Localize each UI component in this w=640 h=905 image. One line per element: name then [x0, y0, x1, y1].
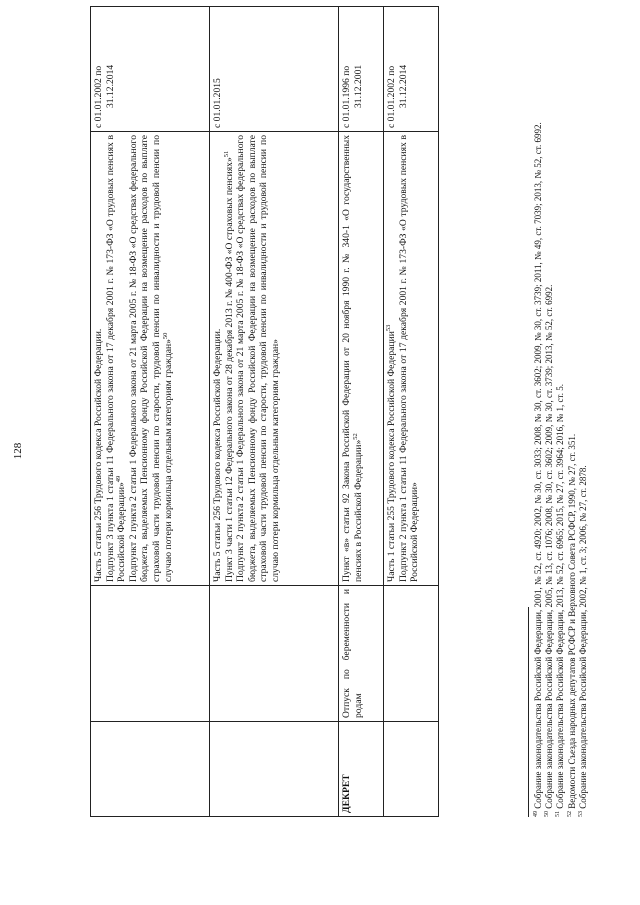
legal-basis-cell — [91, 132, 210, 586]
legal-basis-paragraph: Подпункт 2 пункта 2 статьи 1 Федерального закона от 21 марта 2005 г. № 18-ФЗ «О средствах федерального бюджета, выделяемых Пенсионному фонду Российской Федерации на возмещение расходов по выплате страховой части трудовой пенсии по старости, трудовой пенсии по инвалидности и трудовой пенсии по случаю потери кормильца отдельным категориям граждан» — [235, 135, 281, 582]
period-start: с 01.01.1996 по — [341, 65, 352, 128]
page-number: 128 — [12, 442, 24, 460]
table-row — [339, 7, 384, 817]
footnote: $^{53}$ Собрание законодательства Российской Федерации, 2002, № 1, ст. 3; 2006, № 27, ст. 2878. — [577, 465, 588, 817]
period-end: 31.12.2014 — [397, 64, 409, 108]
legal-basis-cell — [339, 132, 384, 586]
legal-basis-paragraph: Часть 5 статьи 256 Трудового кодекса Российской Федерации. — [93, 328, 104, 582]
section-cell — [210, 722, 339, 817]
table-row — [210, 7, 339, 817]
legal-basis-paragraph: Подпункт 3 пункта 1 статьи 11 Федерального закона от 17 декабря 2001 г. № 173-ФЗ «О трудовых пенсиях в Российской Федерации»$^{49}$ — [104, 135, 128, 582]
footnote: $^{52}$ Ведомости Съезда народных депутатов РСФСР и Верховного Совета РСФСР, 1990, № 27, ст. 351. — [566, 433, 577, 817]
period-start: с 01.01.2015 — [212, 78, 223, 128]
benefit-cell — [91, 586, 210, 722]
legal-basis-paragraph: Часть 5 статьи 256 Трудового кодекса Российской Федерации. — [212, 328, 223, 582]
period-start: с 01.01.2002 по — [93, 65, 104, 128]
footnote-separator — [528, 607, 529, 817]
legal-basis-cell — [210, 132, 339, 586]
legal-basis-paragraph: Подпункт 2 пункта 2 статьи 1 Федерального закона от 21 марта 2005 г. № 18-ФЗ «О средствах федерального бюджета, выделяемых Пенсионному фонду Российской Федерации на возмещение расходов по выплате страховой части трудовой пенсии по старости, трудовой пенсии по инвалидности и трудовой пенсии по случаю потери кормильца отдельным категориям граждан»$^{50}$ — [127, 135, 174, 582]
period-end: 31.12.2001 — [352, 64, 364, 108]
period-start: с 01.01.2002 по — [386, 65, 397, 128]
footnotes — [533, 7, 589, 817]
legal-basis-paragraph: Подпункт 2 пункта 1 статьи 11 Федерального закона от 17 декабря 2001 г. № 173-ФЗ «О трудовых пенсиях в Российской Федерации» — [397, 135, 421, 582]
section-cell: ДЕКРЕТ — [339, 722, 384, 817]
table-row — [91, 7, 210, 817]
legal-basis-cell — [384, 132, 439, 586]
period-cell — [339, 7, 384, 132]
period-cell — [91, 7, 210, 132]
section-cell — [91, 722, 210, 817]
period-cell — [384, 7, 439, 132]
benefit-cell — [384, 586, 439, 722]
section-cell — [384, 722, 439, 817]
legal-basis-paragraph: Пункт «в» статьи 92 Закона Российской Федерации от 20 ноября 1990 г. № 340-1 «О государственных пенсиях в Российской Федерации»$^{52}$ — [341, 135, 364, 582]
benefit-cell — [210, 586, 339, 722]
footnote: $^{51}$ Собрание законодательства Российской Федерации, 2013, № 52, ст. 6965; 2015, № 27, ст. 3964; 2016, № 1, ст. 5. — [555, 383, 566, 817]
footnote: $^{50}$ Собрание законодательства Российской Федерации, 2005, № 13, ст. 1076; 2008, № 30, ст. 3602; 2009, № 30, ст. 3739; 2013, № 52, ст. 6992. — [544, 284, 555, 817]
period-end: 31.12.2014 — [104, 64, 116, 108]
legal-basis-table — [90, 6, 439, 817]
legal-basis-paragraph: Часть 1 статьи 255 Трудового кодекса Российской Федерации$^{53}$ — [384, 324, 397, 582]
footnote: $^{49}$ Собрание законодательства Российской Федерации, 2001, № 52, ст. 4920; 2002, № 30, ст. 3033; 2008, № 30, ст. 3602; 2009, № 30, ст. 3739; 2011, № 49, ст. 7039; 2013, № 52, ст. 6992. — [533, 122, 543, 817]
legal-basis-paragraph: Пункт 3 части 1 статьи 12 Федерального закона от 28 декабря 2013 г. № 400-ФЗ «О страховых пенсиях»$^{51}$ — [222, 150, 235, 582]
table-row — [384, 7, 439, 817]
period-cell — [210, 7, 339, 132]
benefit-cell: Отпуск по беременности и родам — [339, 586, 384, 722]
